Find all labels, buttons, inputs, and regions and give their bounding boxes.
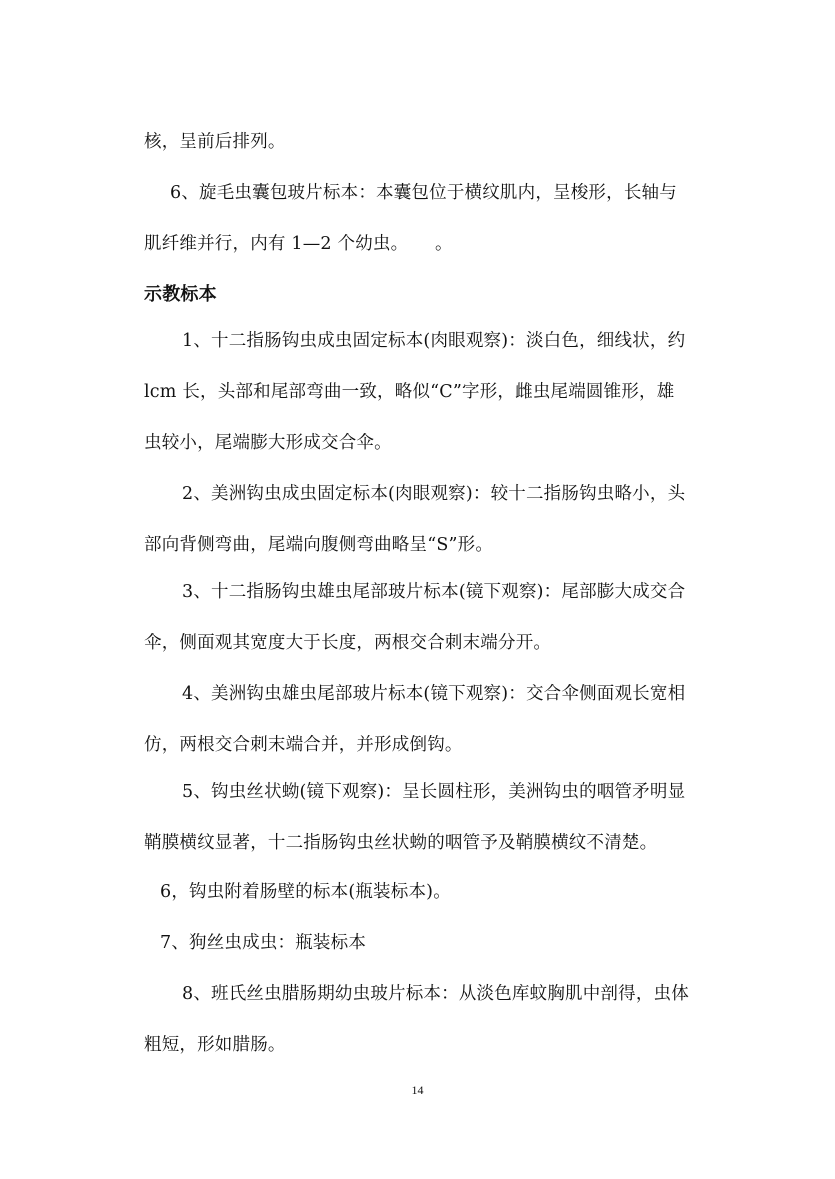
- text-line: 鞘膜横纹显著，十二指肠钩虫丝状蚴的咽管予及鞘膜横纹不清楚。: [144, 833, 658, 853]
- text-line: 粗短，形如腊肠。: [144, 1035, 286, 1055]
- text-line: 伞，侧面观其宽度大于长度，两根交合刺末端分开。: [144, 633, 552, 653]
- text-line: 6，钩虫附着肠壁的标本(瓶装标本)。: [160, 882, 451, 902]
- text-line: 6、旋毛虫囊包玻片标本：本囊包位于横纹肌内，呈梭形，长轴与: [170, 183, 677, 203]
- text-line: 4、美洲钩虫雄虫尾部玻片标本(镜下观察)：交合伞侧面观长宽相: [182, 684, 686, 704]
- page-number: 14: [411, 1083, 424, 1097]
- text-line: 2、美洲钩虫成虫固定标本(肉眼观察)：较十二指肠钩虫略小，头: [182, 484, 686, 504]
- text-line: 7、狗丝虫成虫：瓶装标本: [160, 933, 367, 953]
- text-line: 肌纤维并行，内有 1—2 个幼虫。 。: [144, 234, 453, 254]
- text-line: 1、十二指肠钩虫成虫固定标本(肉眼观察)：淡白色，细线状，约: [182, 331, 686, 351]
- section-heading: 示教标本: [144, 284, 217, 305]
- text-line: 核，呈前后排列。: [144, 132, 286, 152]
- text-line: 8、班氏丝虫腊肠期幼虫玻片标本：从淡色库蚊胸肌中剖得，虫体: [182, 984, 689, 1004]
- text-line: 仿，两根交合刺末端合并，并形成倒钩。: [144, 735, 463, 755]
- text-line: 5、钩虫丝状蚴(镜下观察)：呈长圆柱形，美洲钩虫的咽管矛明显: [182, 782, 686, 802]
- text-line: 部向背侧弯曲，尾端向腹侧弯曲略呈“S”形。: [144, 535, 494, 555]
- text-line: 3、十二指肠钩虫雄虫尾部玻片标本(镜下观察)：尾部膨大成交合: [182, 582, 686, 602]
- text-line: lcm 长，头部和尾部弯曲一致，略似“C”字形，雌虫尾端圆锥形，雄: [144, 382, 675, 402]
- text-line: 虫较小，尾端膨大形成交合伞。: [144, 433, 392, 453]
